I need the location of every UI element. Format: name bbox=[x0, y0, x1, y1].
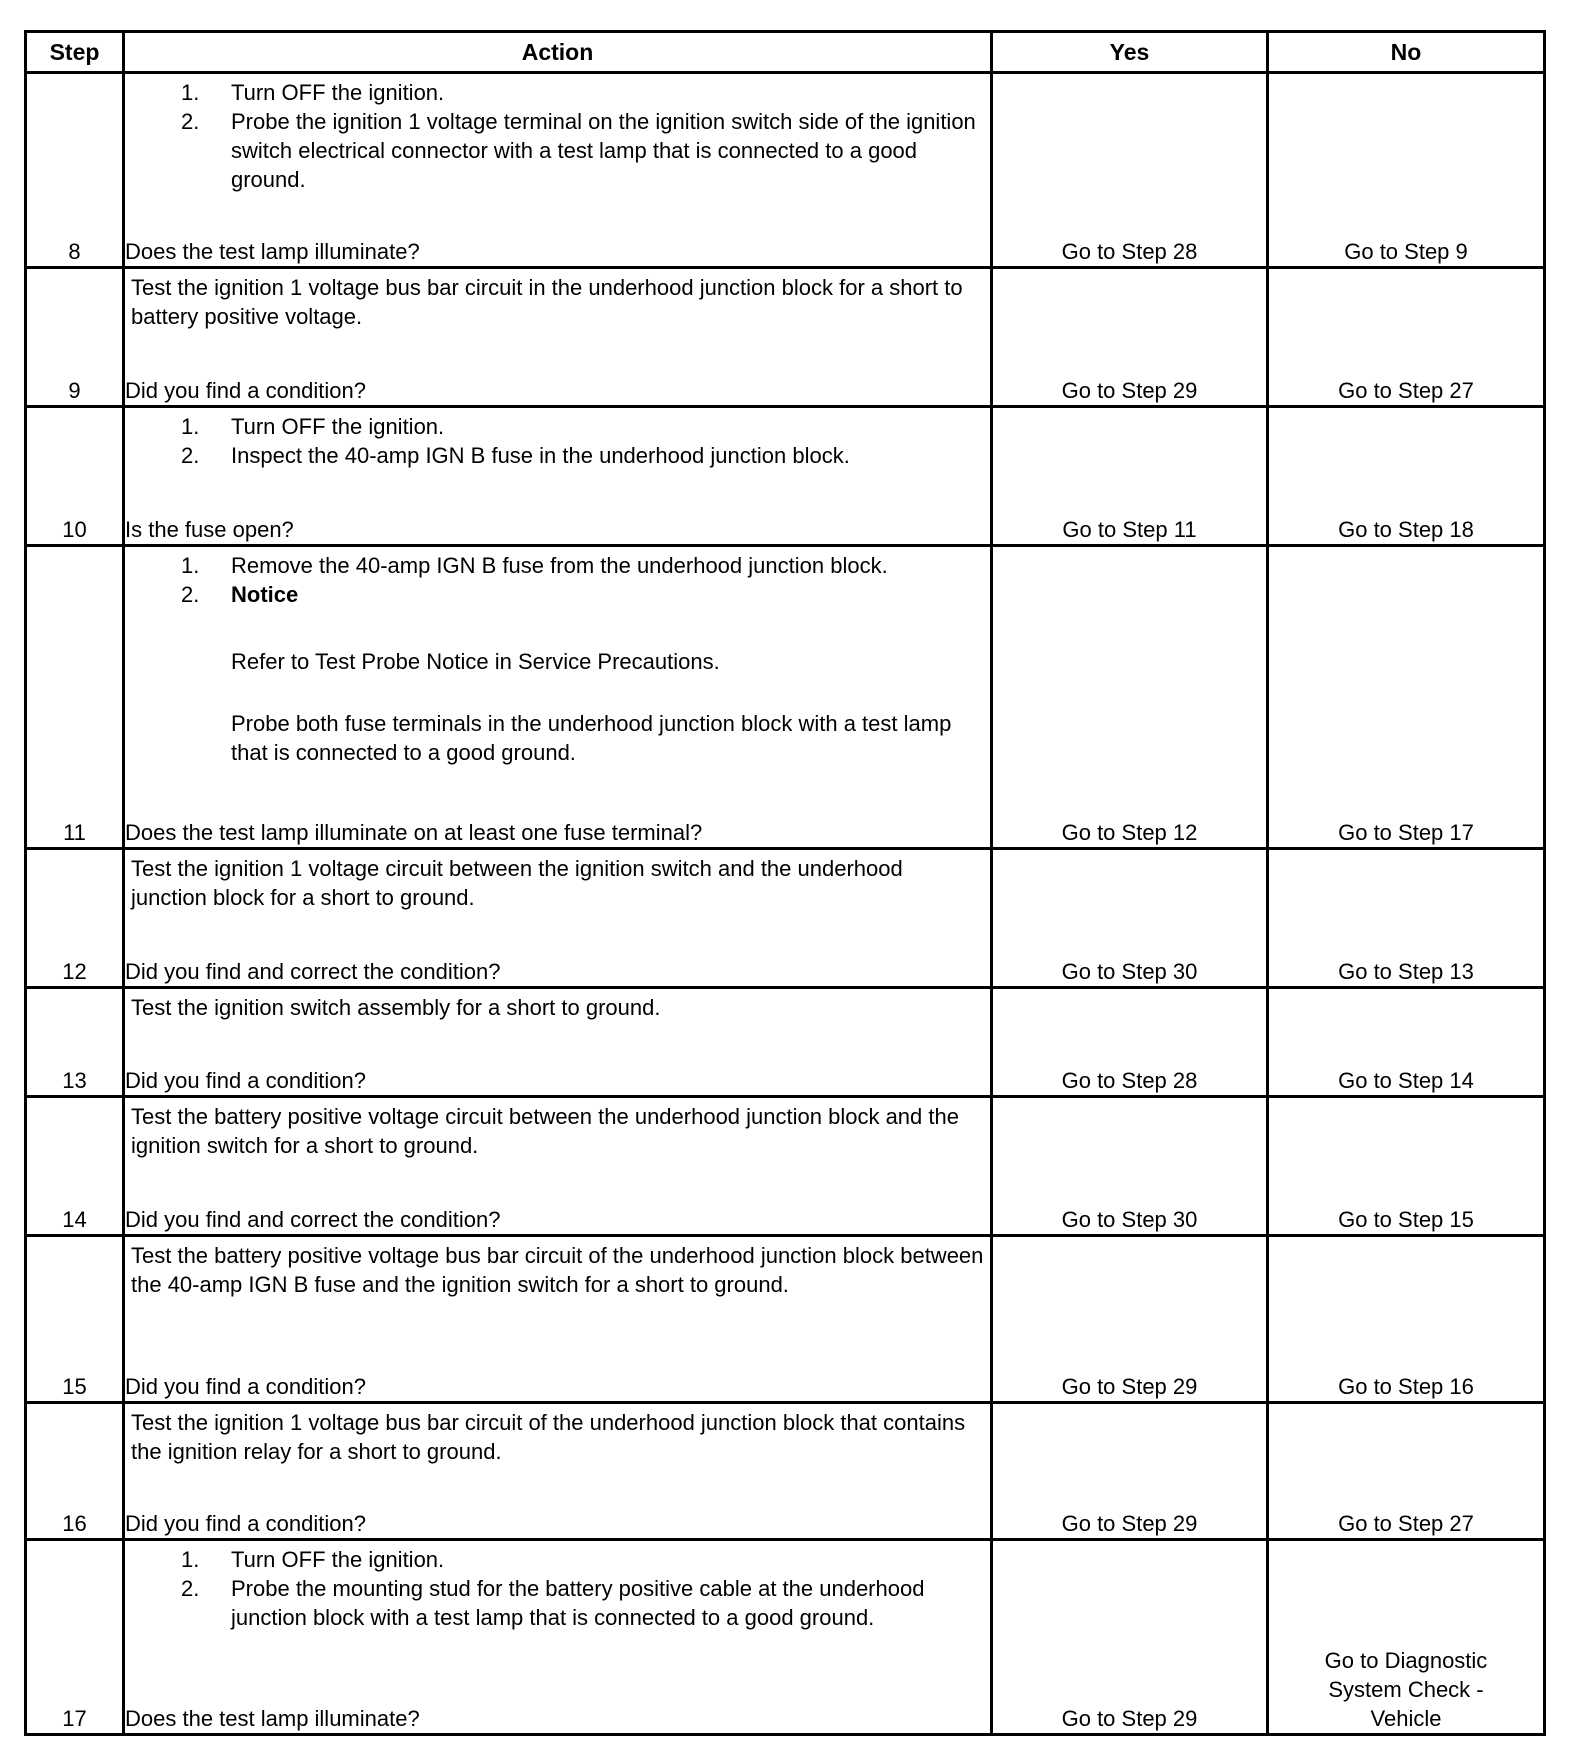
table-row bbox=[26, 407, 1545, 546]
action-text: Test the ignition 1 voltage bus bar circuit of the underhood junction block that contains the ignition relay for a short to ground. bbox=[131, 1410, 966, 1464]
no-cell: Go to Step 27 bbox=[1268, 1403, 1545, 1540]
action-question: Does the test lamp illuminate? bbox=[125, 1706, 420, 1731]
no-line: System Check - bbox=[1328, 1677, 1484, 1702]
diagnostic-table bbox=[24, 30, 1546, 1736]
action-question: Did you find a condition? bbox=[125, 1511, 366, 1536]
action-question: Does the test lamp illuminate? bbox=[125, 239, 420, 264]
no-cell: Go to Step 9 bbox=[1268, 73, 1545, 268]
yes-cell: Go to Step 29 bbox=[992, 268, 1268, 407]
no-cell bbox=[1268, 1540, 1545, 1735]
yes-cell: Go to Step 29 bbox=[992, 1540, 1268, 1735]
yes-cell: Go to Step 29 bbox=[992, 1403, 1268, 1540]
action-question: Did you find and correct the condition? bbox=[125, 1207, 501, 1232]
action-question: Did you find a condition? bbox=[125, 1068, 366, 1093]
action-question: Is the fuse open? bbox=[125, 517, 294, 542]
table-row bbox=[26, 268, 1545, 407]
yes-cell: Go to Step 30 bbox=[992, 849, 1268, 988]
action-cell bbox=[124, 73, 992, 268]
step-number: 14 bbox=[26, 1097, 124, 1236]
list-item: 1. Turn OFF the ignition. bbox=[181, 1547, 445, 1572]
no-cell: Go to Step 15 bbox=[1268, 1097, 1545, 1236]
action-cell bbox=[124, 849, 992, 988]
table-row bbox=[26, 546, 1545, 849]
action-text: Test the ignition 1 voltage bus bar circuit in the underhood junction block for a short to battery positive voltage. bbox=[131, 275, 963, 329]
step-number: 15 bbox=[26, 1236, 124, 1403]
no-cell: Go to Step 14 bbox=[1268, 988, 1545, 1097]
yes-cell: Go to Step 11 bbox=[992, 407, 1268, 546]
header-no: No bbox=[1268, 32, 1545, 73]
step-number: 8 bbox=[26, 73, 124, 268]
table-row bbox=[26, 1403, 1545, 1540]
action-cell bbox=[124, 1236, 992, 1403]
list-item: 1. Remove the 40-amp IGN B fuse from the underhood junction block. bbox=[181, 553, 888, 578]
header-action: Action bbox=[124, 32, 992, 73]
action-cell bbox=[124, 268, 992, 407]
table-row bbox=[26, 1236, 1545, 1403]
step-number: 11 bbox=[26, 546, 124, 849]
action-question: Did you find a condition? bbox=[125, 378, 366, 403]
list-item: 1. Turn OFF the ignition. bbox=[181, 80, 445, 105]
yes-cell: Go to Step 29 bbox=[992, 1236, 1268, 1403]
action-text: Test the ignition switch assembly for a short to ground. bbox=[131, 995, 661, 1020]
action-question: Did you find a condition? bbox=[125, 1374, 366, 1399]
step-number: 10 bbox=[26, 407, 124, 546]
step-number: 12 bbox=[26, 849, 124, 988]
action-question: Does the test lamp illuminate on at least one fuse terminal? bbox=[125, 820, 703, 845]
table-row bbox=[26, 988, 1545, 1097]
no-line: Vehicle bbox=[1370, 1706, 1442, 1731]
action-question: Did you find and correct the condition? bbox=[125, 959, 501, 984]
action-cell bbox=[124, 1403, 992, 1540]
no-cell: Go to Step 13 bbox=[1268, 849, 1545, 988]
table-row bbox=[26, 1540, 1545, 1735]
step-number: 17 bbox=[26, 1540, 124, 1735]
step-number: 16 bbox=[26, 1403, 124, 1540]
no-line: Go to Diagnostic bbox=[1324, 1648, 1488, 1673]
yes-cell: Go to Step 28 bbox=[992, 988, 1268, 1097]
list-item: 2. Inspect the 40-amp IGN B fuse in the underhood junction block. bbox=[181, 443, 850, 468]
probe-text: Probe both fuse terminals in the underhood junction block with a test lamp that is connected to a good ground. bbox=[231, 711, 952, 765]
no-cell: Go to Step 27 bbox=[1268, 268, 1545, 407]
action-cell bbox=[124, 988, 992, 1097]
header-yes: Yes bbox=[992, 32, 1268, 73]
action-cell bbox=[124, 1540, 992, 1735]
header-row bbox=[26, 32, 1545, 73]
yes-cell: Go to Step 28 bbox=[992, 73, 1268, 268]
action-text: Test the ignition 1 voltage circuit between the ignition switch and the underhood junction block for a short to ground. bbox=[131, 856, 903, 910]
list-item: 2. Probe the ignition 1 voltage terminal on the ignition switch side of the ignition switch electrical connector with a test lamp that is connected to a good ground. bbox=[181, 109, 976, 192]
step-number: 9 bbox=[26, 268, 124, 407]
no-cell: Go to Step 18 bbox=[1268, 407, 1545, 546]
step-number: 13 bbox=[26, 988, 124, 1097]
yes-cell: Go to Step 12 bbox=[992, 546, 1268, 849]
table-row bbox=[26, 73, 1545, 268]
table-row bbox=[26, 1097, 1545, 1236]
action-cell bbox=[124, 1097, 992, 1236]
table-row bbox=[26, 849, 1545, 988]
list-item: 1. Turn OFF the ignition. bbox=[181, 414, 445, 439]
list-item: 2. Notice Refer to Test Probe Notice in Service Precautions. Probe both fuse terminals in the underhood junction block with a test lamp that is connected to a good ground. bbox=[131, 580, 984, 767]
no-cell: Go to Step 16 bbox=[1268, 1236, 1545, 1403]
action-cell bbox=[124, 407, 992, 546]
no-cell: Go to Step 17 bbox=[1268, 546, 1545, 849]
header-step: Step bbox=[26, 32, 124, 73]
notice-label: Notice bbox=[231, 582, 299, 607]
notice-text: Refer to Test Probe Notice in Service Precautions. bbox=[231, 649, 720, 674]
yes-cell: Go to Step 30 bbox=[992, 1097, 1268, 1236]
list-item: 2. Probe the mounting stud for the battery positive cable at the underhood junction block with a test lamp that is connected to a good ground. bbox=[181, 1576, 925, 1630]
action-text: Test the battery positive voltage bus bar circuit of the underhood junction block between the 40-amp IGN B fuse and the ignition switch for a short to ground. bbox=[131, 1243, 984, 1297]
action-cell bbox=[124, 546, 992, 849]
action-text: Test the battery positive voltage circuit between the underhood junction block and the ignition switch for a short to ground. bbox=[131, 1104, 959, 1158]
